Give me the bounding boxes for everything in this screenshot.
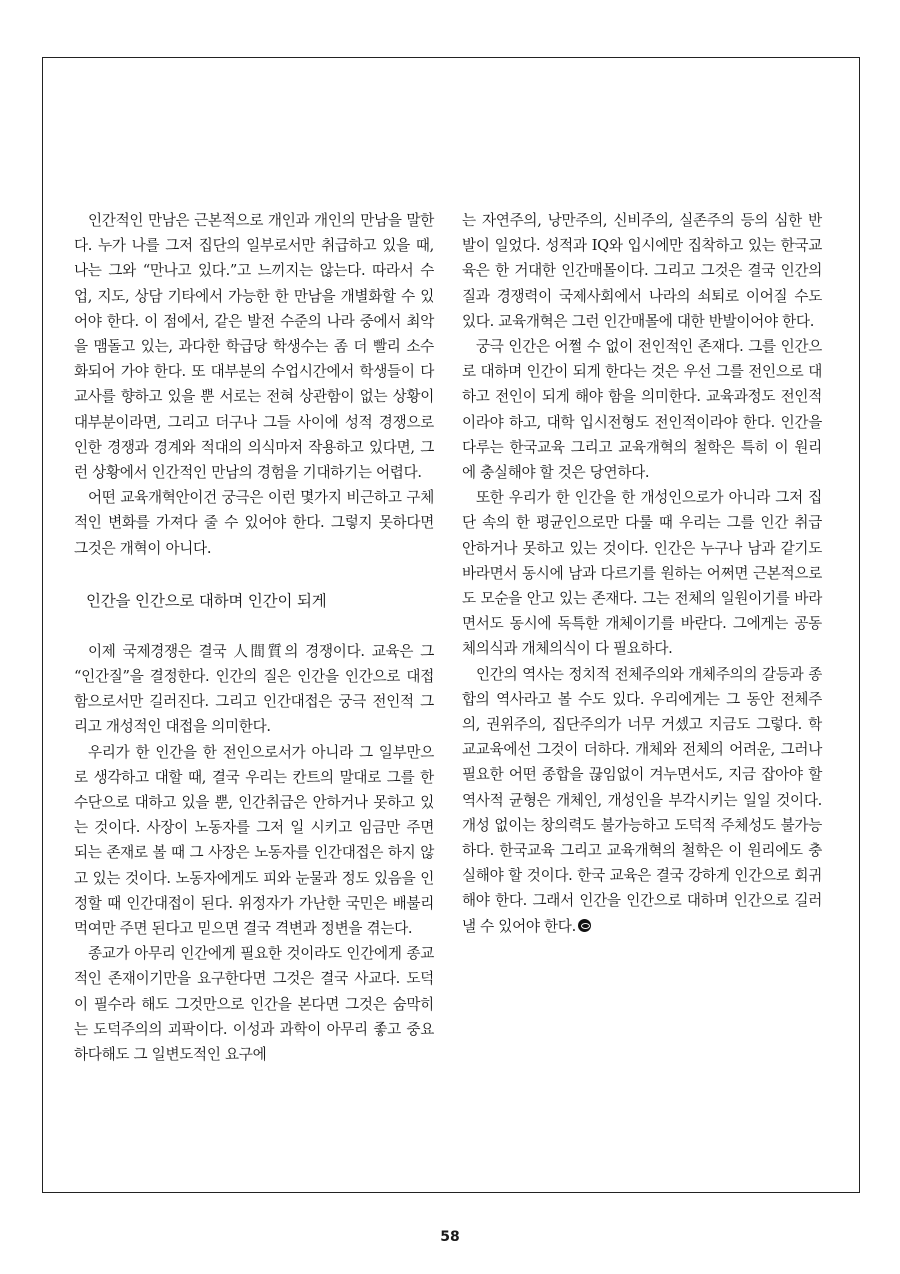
- body-paragraph: 종교가 아무리 인간에게 필요한 것이라도 인간에게 종교적인 존재이기만을 요구한다면 그것은 결국 사교다. 도덕이 필수라 해도 그것만으로 인간을 본다면 그것은 숨막히는 도덕주의의 괴팍이다. 이성과 과학이 아무리 좋고 중요하다해도 그 일변도적인 요구에: [74, 945, 434, 1064]
- body-paragraph: 인간적인 만남은 근본적으로 개인과 개인의 만남을 말한다. 누가 나를 그저 집단의 일부로서만 취급하고 있을 때, 나는 그와 “만나고 있다.”고 느끼지는 않는다. 따라서 수업, 지도, 상담 기타에서 가능한 한 만남을 개별화할 수 있어야 한다. 이 점에서, 같은 발전 수준의 나라 중에서 최악을 맴돌고 있는, 과다한 학급당 학생수는 좀 더 빨리 소수화되어 가야 한다. 또 대부분의 수업시간에서 학생들이 다 교사를 향하고 있을 뿐 서로는 전혀 상관함이 없는 상황이 대부분이라면, 그리고 더구나 그들 사이에 성적 경쟁으로 인한 경쟁과 경계와 적대의 의식마저 작용하고 있다면, 그런 상황에서 인간적인 만남의 경험을 기대하기는 어렵다.: [74, 212, 434, 482]
- body-paragraph: 우리가 한 인간을 한 전인으로서가 아니라 그 일부만으로 생각하고 대할 때, 결국 우리는 칸트의 말대로 그를 한 수단으로 대하고 있을 뿐, 인간취급은 안하거나 못하고 있는 것이다. 사장이 노동자를 그저 일 시키고 임금만 주면 되는 존재로 볼 때 그 사장은 노동자를 인간대접은 하지 않고 있는 것이다. 노동자에게도 피와 눈물과 정도 있음을 인정할 때 인간대접이 된다. 위정자가 가난한 국민은 배불리 먹여만 주면 된다고 믿으면 결국 격변과 정변을 겪는다.: [74, 743, 434, 938]
- body-paragraph: 궁극 인간은 어쩔 수 없이 전인적인 존재다. 그를 인간으로 대하며 인간이 되게 한다는 것은 우선 그를 전인으로 대하고 전인이 되게 해야 함을 의미한다. 교육과정도 전인적이라야 하고, 대학 입시전형도 전인적이라야 한다. 인간을 다루는 한국교육 그리고 교육개혁의 철학은 특히 이 원리에 충실해야 할 것은 당연하다.: [462, 338, 822, 482]
- final-paragraph-text: 인간의 역사는 정치적 전체주의와 개체주의의 갈등과 종합의 역사라고 볼 수도 있다. 우리에게는 그 동안 전체주의, 권위주의, 집단주의가 너무 거셌고 지금도 그렇다. 학교교육에선 그것이 더하다. 개체와 전체의 어려운, 그러나 필요한 어떤 종합을 끊임없이 겨누면서도, 지금 잡아야 할 역사적 균형은 개체인, 개성인을 부각시키는 일일 것이다. 개성 없이는 창의력도 불가능하고 도덕적 주체성도 불가능하다. 한국교육 그리고 교육개혁의 철학은 이 원리에도 충실해야 할 것이다. 한국 교육은 결국 강하게 인간으로 회귀해야 한다. 그래서 인간을 인간으로 대하며 인간으로 길러낼 수 있어야 한다.: [462, 665, 822, 935]
- left-column: [74, 208, 434, 1067]
- page-number: 58: [440, 1229, 460, 1245]
- end-of-article-icon: [578, 919, 591, 932]
- right-column: [462, 208, 822, 939]
- body-paragraph: 는 자연주의, 낭만주의, 신비주의, 실존주의 등의 심한 반발이 일었다. 성적과 IQ와 입시에만 집착하고 있는 한국교육은 한 거대한 인간매몰이다. 그리고 그것은 결국 인간의 질과 경쟁력이 국제사회에서 나라의 쇠퇴로 이어질 수도 있다. 교육개혁은 그런 인간매몰에 대한 반발이어야 한다.: [462, 212, 822, 330]
- body-paragraph: 어떤 교육개혁안이건 궁극은 이런 몇가지 비근하고 구체적인 변화를 가져다 줄 수 있어야 한다. 그렇지 못하다면 그것은 개혁이 아니다.: [74, 489, 434, 557]
- body-paragraph: 이제 국제경쟁은 결국 人間質의 경쟁이다. 교육은 그 “인간질”을 결정한다. 인간의 질은 인간을 인간으로 대접함으로서만 길러진다. 그리고 인간대접은 궁극 전인적 그리고 개성적인 대접을 의미한다.: [74, 642, 434, 736]
- body-paragraph: 또한 우리가 한 인간을 한 개성인으로가 아니라 그저 집단 속의 한 평균인으로만 다룰 때 우리는 그를 인간 취급 안하거나 못하고 있는 것이다. 인간은 누구나 남과 같기도 바라면서 동시에 남과 다르기를 원하는 어쩌면 근본적으로도 모순을 안고 있는 존재다. 그는 전체의 일원이기를 바라면서도 동시에 독특한 개체이기를 바란다. 그에게는 공동체의식과 개체의식이 다 필요하다.: [462, 489, 822, 658]
- body-paragraph-final: [462, 662, 822, 939]
- section-heading: 인간을 인간으로 대하며 인간이 되게: [86, 591, 327, 610]
